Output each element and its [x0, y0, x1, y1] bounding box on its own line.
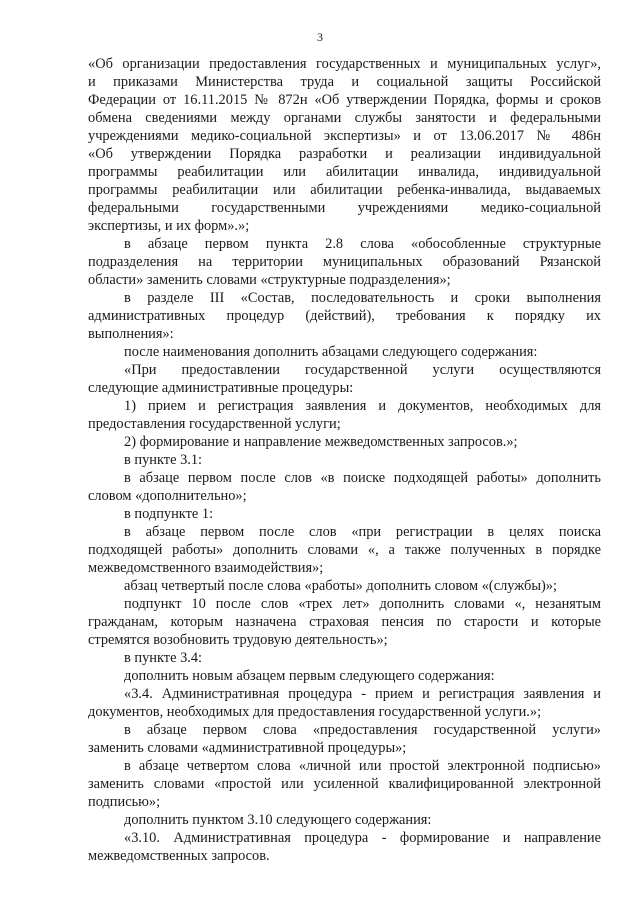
text-line: 2) формирование и направление межведомственных запросов.»;: [124, 434, 518, 450]
text-line: «Об утверждении Порядка разработки и реализации индивидуальной: [88, 146, 601, 162]
text-line: гражданам, которым назначена страховая пенсия по старости и которые: [88, 614, 601, 630]
text-line: абзац четвертый после слова «работы» дополнить словом «(службы)»;: [124, 578, 558, 594]
text-line: экспертизы, и их форм».»;: [88, 218, 250, 234]
text-line: в подпункте 1:: [124, 506, 214, 522]
text-line: в абзаце первом слова «предоставления государственной услуги»: [124, 722, 601, 738]
text-line: административных процедур (действий), требования к порядку их: [88, 308, 601, 324]
text-line: в пункте 3.4:: [124, 650, 203, 666]
text-line: предоставления государственной услуги;: [88, 416, 341, 432]
text-line: «При предоставлении государственной услуги осуществляются: [124, 362, 601, 378]
text-line: дополнить пунктом 3.10 следующего содержания:: [124, 812, 432, 828]
text-line: межведомственных запросов.: [88, 848, 270, 864]
text-line: подписью»;: [88, 794, 161, 810]
text-line: области» заменить словами «структурные подразделения»;: [88, 272, 451, 288]
text-line: программы реабилитации или абилитации инвалида, индивидуальной: [88, 164, 601, 180]
text-line: в разделе III «Состав, последовательность и сроки выполнения: [124, 290, 601, 306]
text-line: в пункте 3.1:: [124, 452, 203, 468]
text-line: подпункт 10 после слов «трех лет» дополнить словами «, незанятым: [124, 596, 601, 612]
text-line: дополнить новым абзацем первым следующего содержания:: [124, 668, 495, 684]
text-line: стремятся возобновить трудовую деятельность»;: [88, 632, 388, 648]
page-number: 3: [317, 30, 323, 44]
text-line: Федерации от 16.11.2015 № 872н «Об утверждении Порядка, формы и сроков: [88, 92, 601, 108]
text-line: учреждениями медико-социальной экспертизы» и от 13.06.2017 № 486н: [88, 128, 601, 144]
text-line: «3.10. Административная процедура - формирование и направление: [124, 830, 601, 846]
text-line: словом «дополнительно»;: [88, 488, 247, 504]
text-line: в абзаце первом после слов «в поиске подходящей работы» дополнить: [124, 470, 601, 486]
text-line: федеральными государственными учреждениями медико-социальной: [88, 200, 601, 216]
text-line: после наименования дополнить абзацами следующего содержания:: [124, 344, 538, 360]
text-line: заменить словами «простой или усиленной квалифицированной электронной: [88, 776, 601, 792]
text-line: документов, необходимых для предоставления государственной услуги.»;: [88, 704, 542, 720]
text-line: в абзаце первом после слов «при регистрации в целях поиска: [124, 524, 601, 540]
text-line: заменить словами «административной процедуры»;: [88, 740, 407, 756]
text-line: выполнения»:: [88, 326, 174, 342]
text-line: 1) прием и регистрация заявления и документов, необходимых для: [124, 398, 601, 414]
text-line: «3.4. Административная процедура - прием и регистрация заявления и: [124, 686, 601, 702]
text-line: обмена сведениями между органами службы занятости и федеральными: [88, 110, 601, 126]
text-line: подразделения на территории муниципальных образований Рязанской: [88, 254, 601, 270]
text-line: программы реабилитации или абилитации ребенка-инвалида, выдаваемых: [88, 182, 601, 198]
text-line: в абзаце первом пункта 2.8 слова «обособленные структурные: [124, 236, 601, 252]
text-line: и приказами Министерства труда и социальной защиты Российской: [88, 74, 601, 90]
text-line: следующие административные процедуры:: [88, 380, 354, 396]
text-line: «Об организации предоставления государственных и муниципальных услуг»,: [88, 56, 601, 72]
text-line: межведомственного взаимодействия»;: [88, 560, 324, 576]
text-line: в абзаце четвертом слова «личной или простой электронной подписью»: [124, 758, 601, 774]
text-line: подходящей работы» дополнить словами «, а также полученных в порядке: [88, 542, 601, 558]
